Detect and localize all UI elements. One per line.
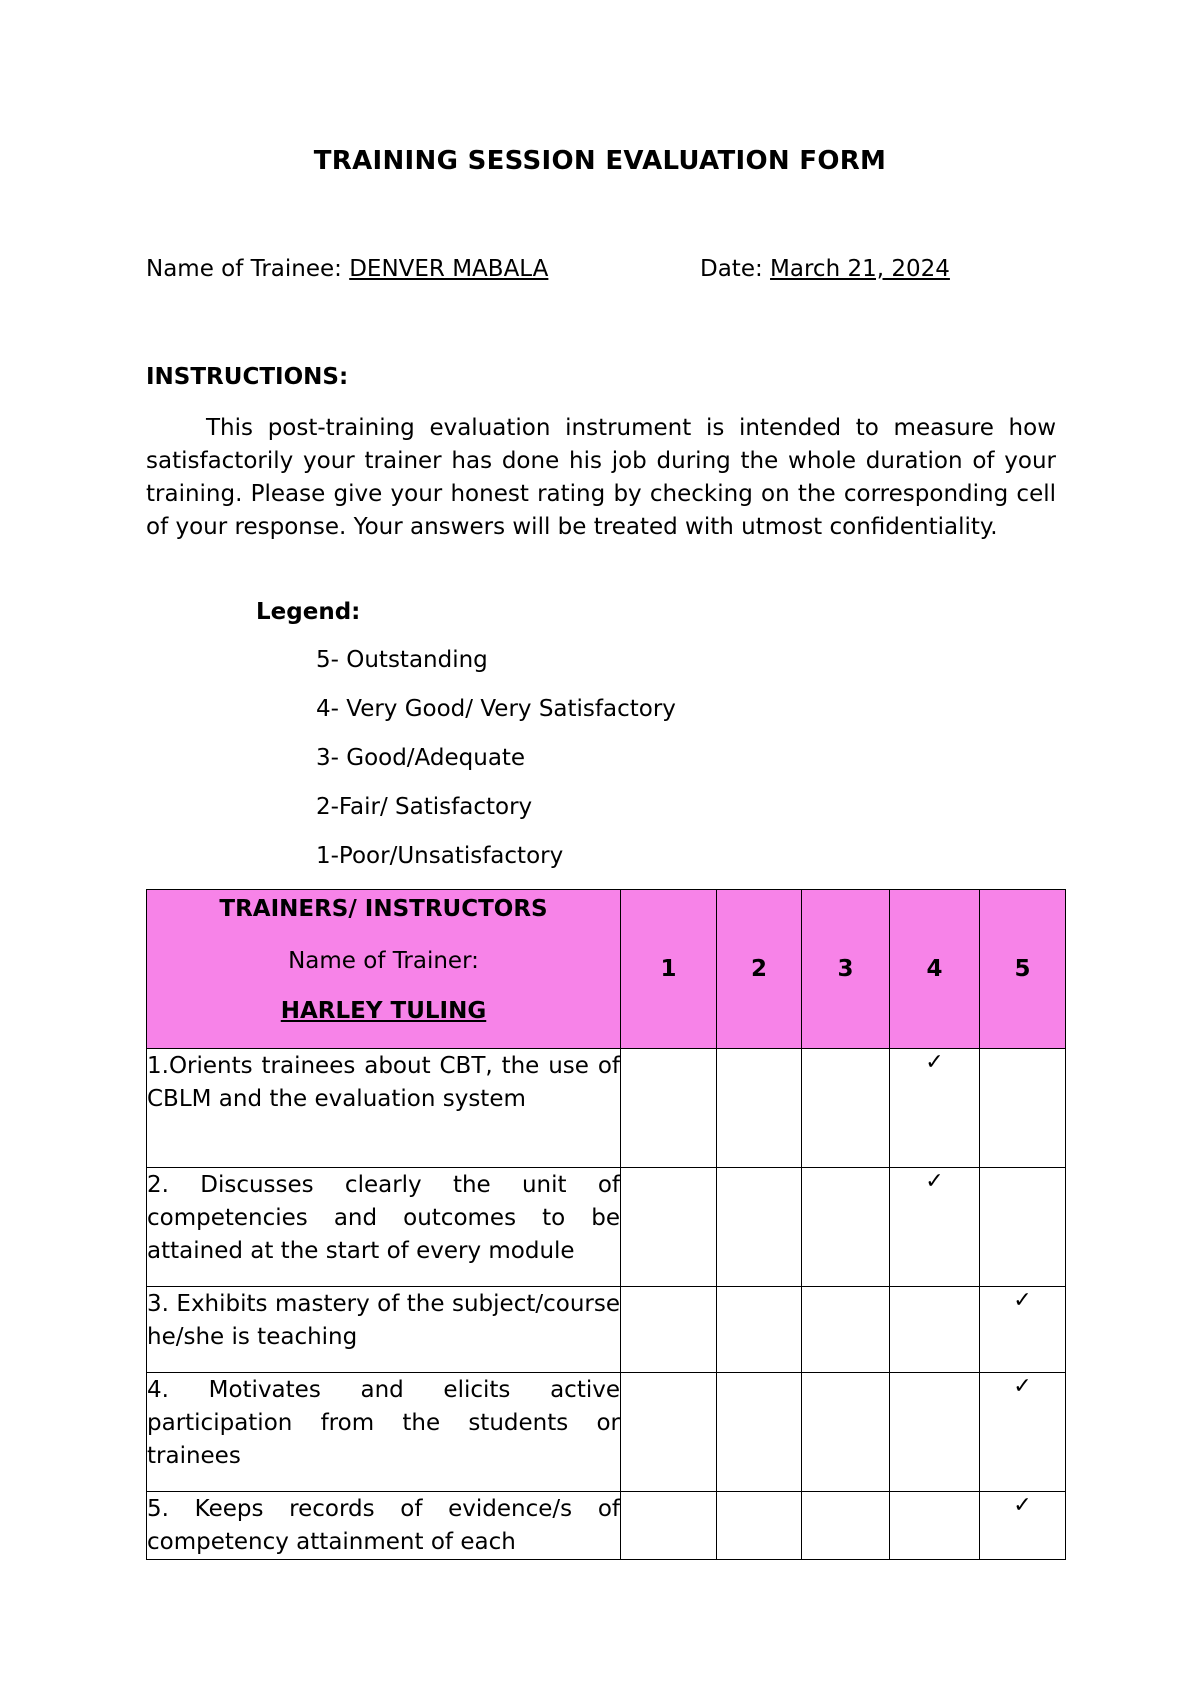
rating-cell-2[interactable] — [717, 1049, 802, 1168]
check-mark-icon: ✓ — [925, 1050, 944, 1075]
legend-heading: Legend: — [256, 599, 361, 625]
criterion-cell — [147, 1168, 621, 1287]
criterion-text: 5. Keeps records of evidence/s of competency attainment of each — [147, 1496, 620, 1555]
table-row — [147, 1049, 1066, 1168]
rating-cell-5[interactable] — [980, 1168, 1066, 1287]
criterion-cell — [147, 1373, 621, 1492]
legend-list — [316, 646, 676, 891]
rating-cell-1[interactable] — [621, 1373, 717, 1492]
rating-cell-1[interactable] — [621, 1049, 717, 1168]
rating-cell-4[interactable] — [890, 1492, 980, 1560]
rating-cell-2[interactable] — [717, 1492, 802, 1560]
date-field — [700, 256, 950, 282]
trainer-header-cell — [147, 890, 621, 1049]
criterion-text: 1.Orients trainees about CBT, the use of CBLM and the evaluation system — [147, 1053, 620, 1112]
rating-cell-1[interactable] — [621, 1492, 717, 1560]
evaluation-table — [146, 889, 1066, 1560]
instructions-heading: INSTRUCTIONS: — [146, 364, 349, 390]
criterion-cell — [147, 1049, 621, 1168]
rating-cell-5[interactable] — [980, 1287, 1066, 1373]
rating-cell-3[interactable] — [802, 1373, 890, 1492]
rating-cell-4[interactable] — [890, 1373, 980, 1492]
legend-item: 3- Good/Adequate — [316, 745, 526, 771]
trainee-name: DENVER MABALA — [349, 256, 549, 282]
rating-cell-5[interactable] — [980, 1492, 1066, 1560]
date-value: March 21, 2024 — [770, 256, 950, 282]
trainee-label: Name of Trainee: — [146, 256, 342, 282]
table-row — [147, 1492, 1066, 1560]
rating-cell-2[interactable] — [717, 1373, 802, 1492]
check-mark-icon: ✓ — [1013, 1374, 1032, 1399]
rating-column-3: 3 — [802, 890, 890, 1049]
rating-cell-3[interactable] — [802, 1049, 890, 1168]
legend-item: 2-Fair/ Satisfactory — [316, 794, 533, 820]
criterion-text: 3. Exhibits mastery of the subject/course he/she is teaching — [147, 1291, 620, 1350]
date-label: Date: — [700, 256, 763, 282]
criterion-text: 2. Discusses clearly the unit of competencies and outcomes to be attained at the start of every module — [147, 1172, 620, 1264]
check-mark-icon: ✓ — [1013, 1288, 1032, 1313]
rating-column-2: 2 — [717, 890, 802, 1049]
table-row — [147, 1287, 1066, 1373]
criterion-cell — [147, 1287, 621, 1373]
rating-column-5: 5 — [980, 890, 1066, 1049]
table-header-row — [147, 890, 1066, 1049]
legend-item: 1-Poor/Unsatisfactory — [316, 843, 564, 869]
criterion-text: 4. Motivates and elicits active participation from the students or trainees — [147, 1377, 620, 1469]
table-row — [147, 1168, 1066, 1287]
rating-cell-2[interactable] — [717, 1287, 802, 1373]
rating-cell-2[interactable] — [717, 1168, 802, 1287]
rating-cell-5[interactable] — [980, 1373, 1066, 1492]
check-mark-icon: ✓ — [925, 1169, 944, 1194]
rating-cell-1[interactable] — [621, 1287, 717, 1373]
trainer-name: HARLEY TULING — [280, 998, 487, 1024]
legend-item: 5- Outstanding — [316, 647, 488, 673]
trainee-field — [146, 256, 548, 282]
rating-cell-1[interactable] — [621, 1168, 717, 1287]
table-row — [147, 1373, 1066, 1492]
rating-cell-3[interactable] — [802, 1492, 890, 1560]
instructions-body: This post-training evaluation instrument is intended to measure how satisfactorily your trainer has done his job during the whole duration of your training. Please give your honest rating by checking on the corresponding cell of your response. Your answers will be treated with utmost confidentiality. — [146, 415, 1056, 540]
rating-cell-4[interactable] — [890, 1168, 980, 1287]
criterion-cell — [147, 1492, 621, 1560]
rating-column-1: 1 — [621, 890, 717, 1049]
legend-item: 4- Very Good/ Very Satisfactory — [316, 696, 676, 722]
rating-cell-4[interactable] — [890, 1049, 980, 1168]
rating-cell-5[interactable] — [980, 1049, 1066, 1168]
rating-column-4: 4 — [890, 890, 980, 1049]
trainer-label: Name of Trainer: — [288, 948, 479, 974]
rating-cell-3[interactable] — [802, 1287, 890, 1373]
trainers-heading: TRAINERS/ INSTRUCTORS — [219, 896, 548, 922]
check-mark-icon: ✓ — [1013, 1493, 1032, 1518]
rating-cell-4[interactable] — [890, 1287, 980, 1373]
page-title: TRAINING SESSION EVALUATION FORM — [313, 146, 887, 176]
rating-cell-3[interactable] — [802, 1168, 890, 1287]
